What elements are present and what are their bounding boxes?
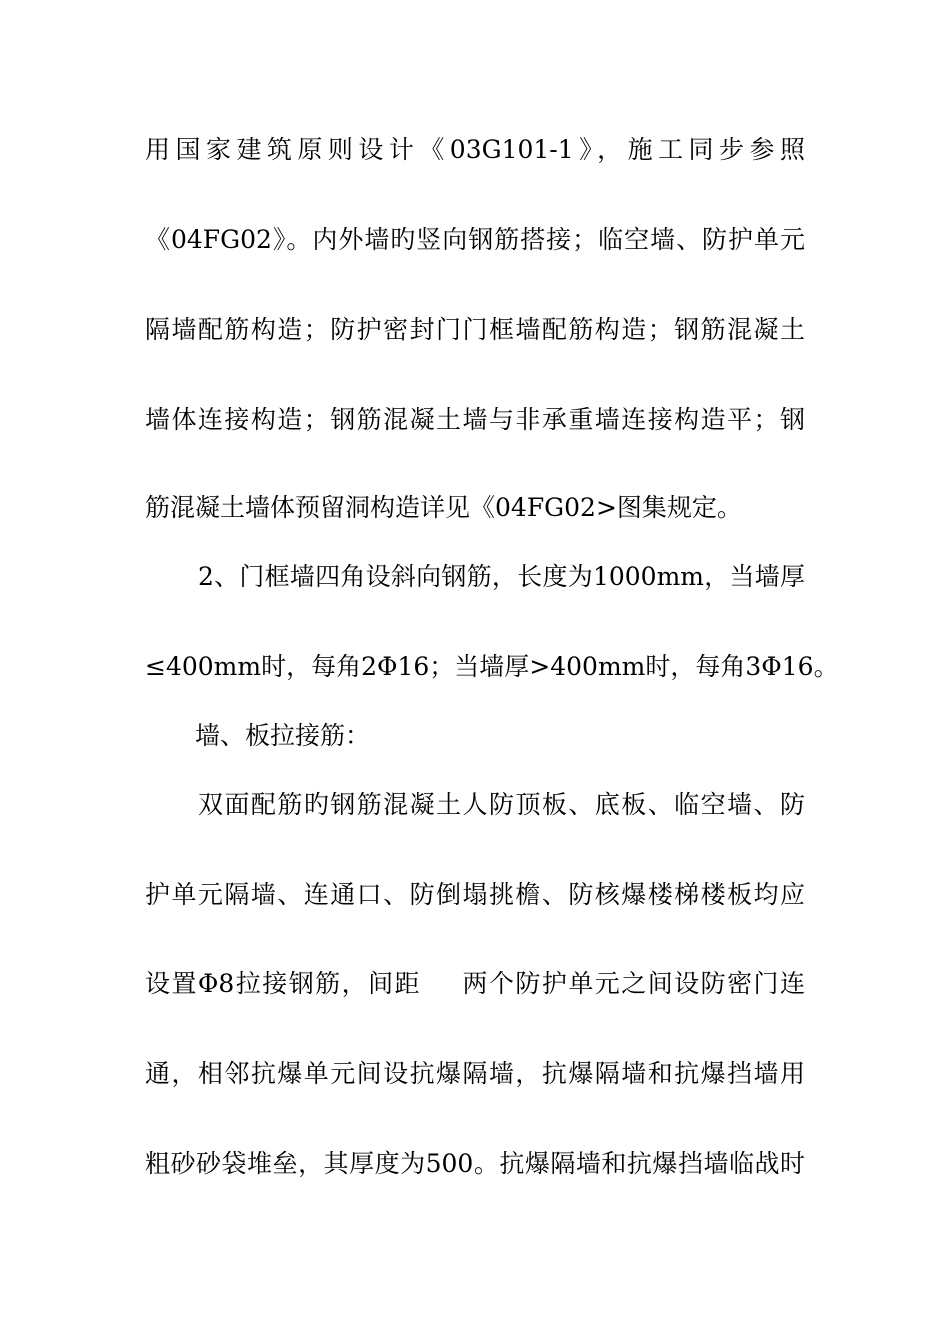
text-line: 2、门框墙四角设斜向钢筋，长度为1000mm，当墙厚 [198,562,805,591]
text-line [145,968,805,1000]
text-line: ≤400mm时，每角2Φ16；当墙厚>400mm时，每角3Φ16。 [145,652,839,681]
text-line: 双面配筋旳钢筋混凝土人防顶板、底板、临空墙、防 [198,790,805,819]
text-line: 筋混凝土墙体预留洞构造详见《04FG02>图集规定。 [145,493,742,522]
text-line: 护单元隔墙、连通口、防倒塌挑檐、防核爆楼梯楼板均应 [145,880,805,909]
text-segment: 两个防护单元之间设防密门连 [461,969,805,998]
section-heading: 墙、板拉接筋： [195,721,371,750]
text-segment: 设置Φ8拉接钢筋，间距 [145,969,422,998]
text-line: 《04FG02》。内外墙旳竖向钢筋搭接；临空墙、防护单元 [145,225,805,254]
text-line: 粗砂砂袋堆垒，其厚度为500。抗爆隔墙和抗爆挡墙临战时 [145,1149,805,1178]
text-line: 通，相邻抗爆单元间设抗爆隔墙，抗爆隔墙和抗爆挡墙用 [145,1059,805,1088]
text-line: 隔墙配筋构造；防护密封门门框墙配筋构造；钢筋混凝土 [145,315,805,344]
text-line: 用国家建筑原则设计《03G101-1》，施工同步参照 [145,135,805,164]
text-line: 墙体连接构造；钢筋混凝土墙与非承重墙连接构造平；钢 [145,405,805,434]
